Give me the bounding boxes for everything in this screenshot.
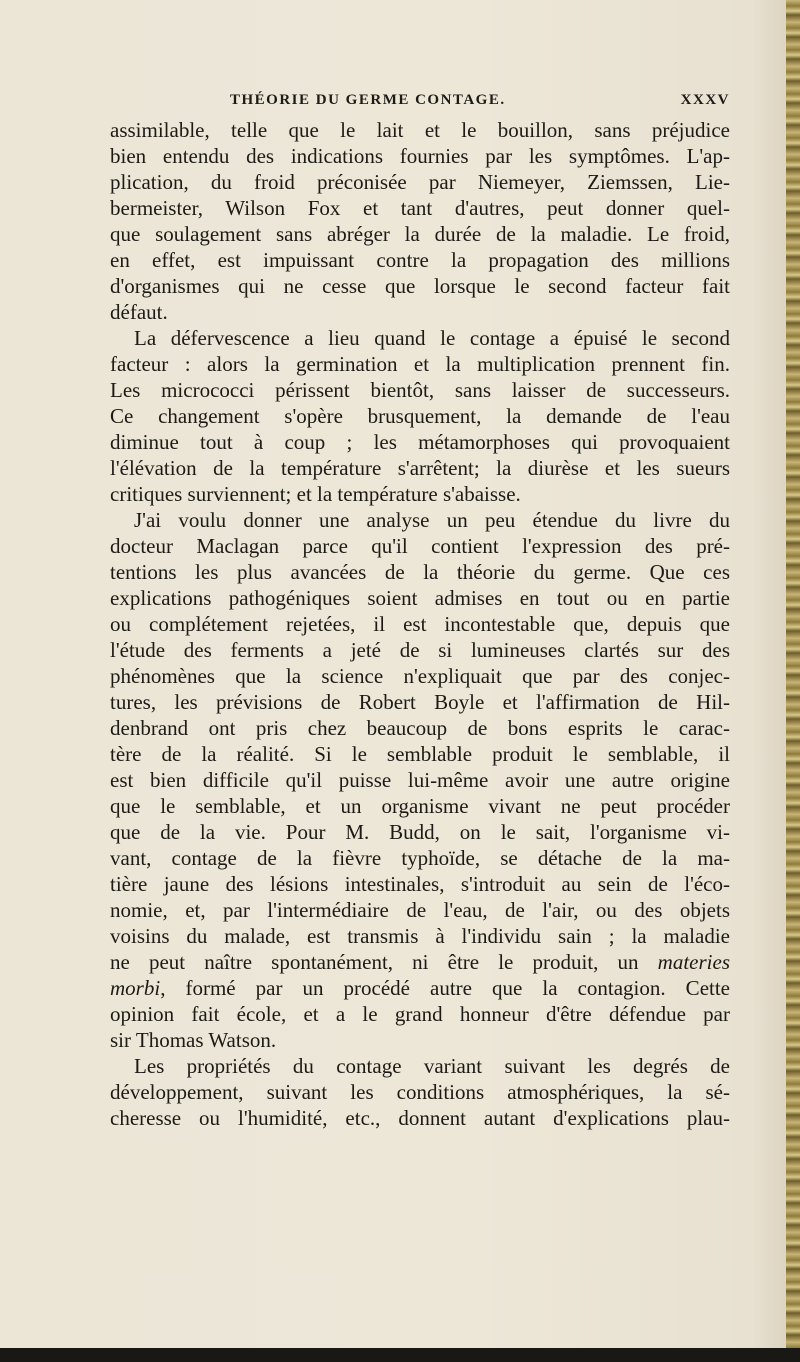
text-line: vant, contage de la fièvre typhoïde, se détache de la ma-	[110, 846, 730, 870]
text-line: cheresse ou l'humidité, etc., donnent autant d'explications plau-	[110, 1106, 730, 1130]
text-segment: ne peut naître spontanément, ni être le produit, un	[110, 950, 658, 974]
text-line: d'organismes qui ne cesse que lorsque le second facteur fait	[110, 274, 730, 298]
italic-phrase: materies	[657, 950, 730, 974]
text-line: tière jaune des lésions intestinales, s'introduit au sein de l'éco-	[110, 872, 730, 896]
text-line: critiques surviennent; et la température s'abaisse.	[110, 482, 521, 506]
text-line: en effet, est impuissant contre la propagation des millions	[110, 248, 730, 272]
text-line: plication, du froid préconisée par Niemeyer, Ziemssen, Lie-	[110, 170, 730, 194]
text-line: que soulagement sans abréger la durée de la maladie. Le froid,	[110, 222, 730, 246]
text-line: tures, les prévisions de Robert Boyle et l'affirmation de Hil-	[110, 690, 730, 714]
text-line: l'étude des ferments a jeté de si lumineuses clartés sur des	[110, 638, 730, 662]
text-line: est bien difficile qu'il puisse lui-même avoir une autre origine	[110, 768, 730, 792]
text-line: La défervescence a lieu quand le contage a épuisé le second	[134, 326, 730, 350]
text-line: Ce changement s'opère brusquement, la demande de l'eau	[110, 404, 730, 428]
text-line: ou complétement rejetées, il est incontestable que, depuis que	[110, 612, 730, 636]
text-line: nomie, et, par l'intermédiaire de l'eau, de l'air, ou des objets	[110, 898, 730, 922]
page-folio: XXXV	[680, 92, 730, 108]
running-head	[110, 92, 730, 114]
text-line-with-italic	[110, 949, 730, 975]
text-line: que le semblable, et un organisme vivant ne peut procéder	[110, 794, 730, 818]
text-line: voisins du malade, est transmis à l'individu sain ; la maladie	[110, 924, 730, 948]
text-line: que de la vie. Pour M. Budd, on le sait, l'organisme vi-	[110, 820, 730, 844]
text-line: développement, suivant les conditions atmosphériques, la sé-	[110, 1080, 730, 1104]
text-line: Les propriétés du contage variant suivant les degrés de	[134, 1054, 730, 1078]
binding-edge	[786, 0, 800, 1362]
text-line: défaut.	[110, 300, 168, 324]
text-line: explications pathogéniques soient admises en tout ou en partie	[110, 586, 730, 610]
text-line: l'élévation de la température s'arrêtent; la diurèse et les sueurs	[110, 456, 730, 480]
text-line-with-italic	[110, 975, 730, 1001]
text-line: denbrand ont pris chez beaucoup de bons esprits le carac-	[110, 716, 730, 740]
running-head-title: THÉORIE DU GERME CONTAGE.	[230, 92, 506, 108]
text-line: phénomènes que la science n'expliquait que par des conjec-	[110, 664, 730, 688]
body-text	[110, 117, 730, 1131]
text-line: sir Thomas Watson.	[110, 1028, 277, 1052]
text-line: diminue tout à coup ; les métamorphoses qui provoquaient	[110, 430, 730, 454]
italic-phrase: morbi	[110, 976, 161, 1000]
text-line: tère de la réalité. Si le semblable produit le semblable, il	[110, 742, 730, 766]
text-line: J'ai voulu donner une analyse un peu étendue du livre du	[134, 508, 730, 532]
text-line: tentions les plus avancées de la théorie du germe. Que ces	[110, 560, 730, 584]
text-line: facteur : alors la germination et la multiplication prennent fin.	[110, 352, 730, 376]
text-line: bermeister, Wilson Fox et tant d'autres, peut donner quel-	[110, 196, 730, 220]
text-line: docteur Maclagan parce qu'il contient l'expression des pré-	[110, 534, 730, 558]
text-line: bien entendu des indications fournies par les symptômes. L'ap-	[110, 144, 730, 168]
scan-bottom-edge	[0, 1348, 800, 1362]
text-line: Les micrococci périssent bientôt, sans laisser de successeurs.	[110, 378, 730, 402]
text-line: opinion fait école, et a le grand honneur d'être défendue par	[110, 1002, 730, 1026]
text-line: assimilable, telle que le lait et le bouillon, sans préjudice	[110, 118, 730, 142]
text-segment: , formé par un procédé autre que la contagion. Cette	[160, 976, 730, 1000]
